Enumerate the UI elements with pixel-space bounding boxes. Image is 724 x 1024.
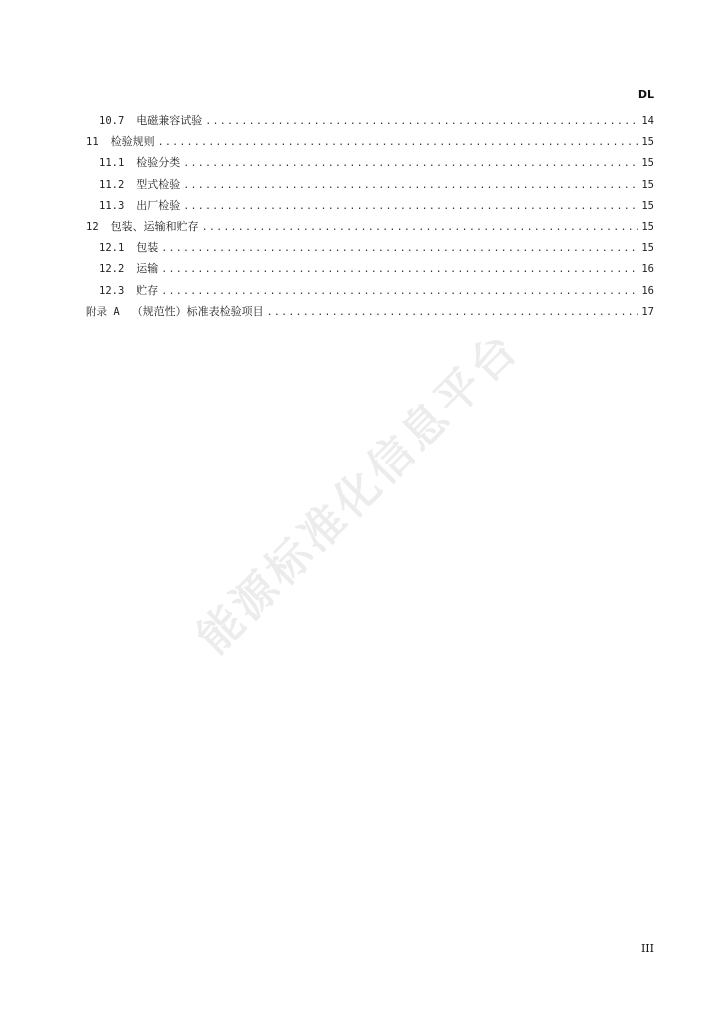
toc-entry-title: 检验规则 [110,135,155,149]
toc-entry-title: 型式检验 [136,177,181,191]
toc-entry-title: 运输 [136,262,159,276]
toc-dot-leader [183,175,638,196]
toc-dot-leader [161,238,638,259]
toc-entry-number: 11.3 [99,199,125,212]
toc-entry[interactable] [86,152,654,173]
toc-dot-leader [267,302,639,323]
toc-entry-number: 12.1 [99,242,125,255]
toc-entry[interactable] [86,216,654,237]
toc-entry-page: 15 [641,220,654,233]
toc-entry-page: 15 [641,199,654,212]
toc-entry-number: 11 [86,136,99,149]
document-code: DL [637,88,654,101]
toc-dot-leader [158,132,639,153]
toc-entry[interactable] [86,301,654,322]
page-number: III [640,942,654,955]
toc-dot-leader [183,196,638,217]
toc-entry-title: 贮存 [136,283,159,297]
toc-entry-title: （规范性）标准表检验项目 [131,304,264,318]
toc-entry-title: 出厂检验 [136,198,181,212]
toc-entry[interactable] [86,110,654,131]
toc-entry-number: 12 [86,220,99,233]
toc-entry-page: 16 [641,263,654,276]
toc-dot-leader [202,217,639,238]
toc-entry-number: 11.2 [99,178,125,191]
toc-entry-title: 电磁兼容试验 [136,114,203,127]
toc-entry[interactable] [86,280,654,301]
toc-entry[interactable] [86,131,654,152]
toc-entry-number: 12.3 [99,284,125,297]
toc-dot-leader [183,153,638,174]
table-of-contents [86,110,654,322]
toc-entry-page: 16 [641,284,654,297]
toc-entry-number: 10.7 [99,115,125,127]
toc-entry[interactable] [86,237,654,258]
toc-entry-page: 15 [641,157,654,170]
toc-entry-number: 附录 A [86,305,120,318]
toc-entry-page: 17 [641,305,654,318]
toc-entry[interactable] [86,195,654,216]
toc-entry[interactable] [86,174,654,195]
toc-dot-leader [161,281,638,302]
toc-entry-number: 11.1 [99,157,125,170]
toc-dot-leader [161,259,638,280]
toc-entry-page: 15 [641,136,654,149]
toc-entry-page: 15 [641,178,654,191]
toc-entry[interactable] [86,258,654,279]
toc-entry-number: 12.2 [99,263,125,276]
toc-entry-page: 15 [641,242,654,255]
watermark: 能源标准化信息平台 [187,322,530,664]
toc-entry-title: 包装 [136,241,159,255]
toc-entry-page: 14 [641,115,654,127]
toc-entry-title: 检验分类 [136,156,181,170]
toc-entry-title: 包装、运输和贮存 [110,219,199,233]
toc-dot-leader [205,111,638,132]
